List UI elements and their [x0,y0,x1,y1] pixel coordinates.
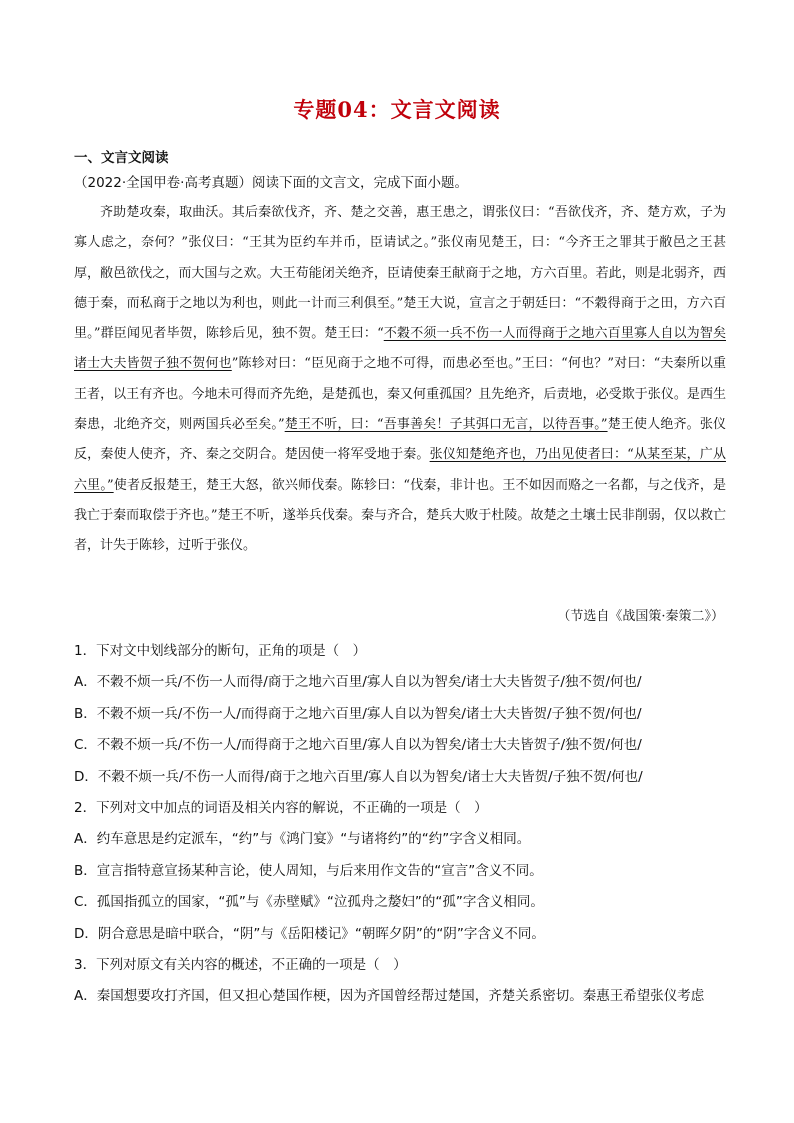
question-intro: （2022·全国甲卷·高考真题）阅读下面的文言文，完成下面小题。 [74,175,468,191]
question-2-option-c: C．孤国指孤立的国家，“孤”与《赤壁赋》“泣孤舟之嫠妇”的“孤”字含义相同。 [74,894,544,911]
question-list [74,636,734,1013]
classical-passage [74,198,726,562]
question-2-option-b: B．宣言指特意宣扬某种言论，使人周知，与后来用作文告的“宣言”含义不同。 [74,862,543,879]
question-3-stem: 3．下列对原文有关内容的概述，不正确的一项是（ ） [74,957,407,974]
question-3-option-a: A．秦国想要攻打齐国，但又担心楚国作梗，因为齐国曾经帮过楚国，齐楚关系密切。秦惠王希望张仪考虑 [74,988,705,1005]
passage-text: 使者反报楚王，楚王大怒，欲兴师伐秦。陈轸曰：“伐秦，非计也。王不如因而赂之一名都，与之伐齐，是我亡于秦而取偿于齐也。”楚王不听，遂举兵伐秦。秦与齐合，楚兵大败于杜陵。故楚之土壤士民非削弱，仅以救亡者，计失于陈轸，过听于张仪。 [74,477,726,554]
question-2-option-d: D．阴合意思是暗中联合，“阴”与《岳阳楼记》“朝晖夕阴”的“阴”字含义不同。 [74,925,545,942]
question-1-option-c: C．不穀不烦一兵/不伤一人/而得商于之地六百里/寡人自以为智矣/诸士大夫皆贺子/独不贺/何也/ [74,737,642,754]
page-title: 专题04：文言文阅读 [293,97,501,122]
question-1-option-d: D．不穀不烦一兵/不伤一人而得/商于之地六百里/寡人自以为智矣/诸士大夫皆贺/子独不贺/何也/ [74,768,643,785]
underlined-sentence-3: 张仪知楚绝齐也，乃出见使者曰：“从某至某，广从六里。” [74,447,726,493]
passage-source: （节选自《战国策·秦策二》） [557,609,724,624]
question-2-option-a: A．约车意思是约定派车，“约”与《鸿门宴》“与诸将约”的“约”字含义相同。 [74,831,531,848]
passage-text: ”陈轸对曰：“臣见商于之地不可得，而患必至也。”王曰：“何也？”对曰：“夫秦所以重王者，以王有齐也。今地未可得而齐先绝，是楚孤也，秦又何重孤国？且先绝齐，后责地，必受欺于张仪。是西生秦患，北绝齐交，则两国兵必至矣。” [74,356,726,433]
passage-text: 楚王使人绝齐。张仪反，秦使人使齐，齐、秦之交阴合。楚因使一将军受地于秦。 [74,417,726,463]
underlined-sentence-2: 楚王不听，曰：“吾事善矣！子其弭口无言，以待吾事。” [284,417,608,433]
question-1-option-b: B．不穀不烦一兵/不伤一人/而得商于之地六百里/寡人自以为智矣/诸士大夫皆贺/子独不贺/何也/ [74,705,642,722]
passage-text: 齐助楚攻秦，取曲沃。其后秦欲伐齐，齐、楚之交善，惠王患之，谓张仪曰：“吾欲伐齐，齐、楚方欢，子为寡人虑之，奈何？”张仪曰：“王其为臣约车并币，臣请试之。”张仪南见楚王，曰：“今齐王之罪其于敝邑之王甚厚，敝邑欲伐之，而大国与之欢。大王苟能闭关绝齐，臣请使秦王献商于之地，方六百里。若此，则是北弱齐，西德于秦，而私商于之地以为利也，则此一计而三利俱至。”楚王大说，宣言之于朝廷曰：“不穀得商于之田，方六百里。”群臣闻见者毕贺，陈轸后见，独不贺。楚王曰：“ [74,205,726,342]
question-1-option-a: A．不穀不烦一兵/不伤一人而得/商于之地六百里/寡人自以为智矣/诸士大夫皆贺子/独不贺/何也/ [74,674,642,691]
question-2-stem: 2．下列对文中加点的词语及相关内容的解说，不正确的一项是（ ） [74,800,488,817]
question-1-stem: 1．下对文中划线部分的断句，正角的项是（ ） [74,643,367,659]
section-heading: 一、文言文阅读 [74,150,169,166]
underlined-sentence-1: 不穀不须一兵不伤一人而得商于之地六百里寡人自以为智矣诸士大夫皆贺子独不贺何也 [74,326,726,372]
